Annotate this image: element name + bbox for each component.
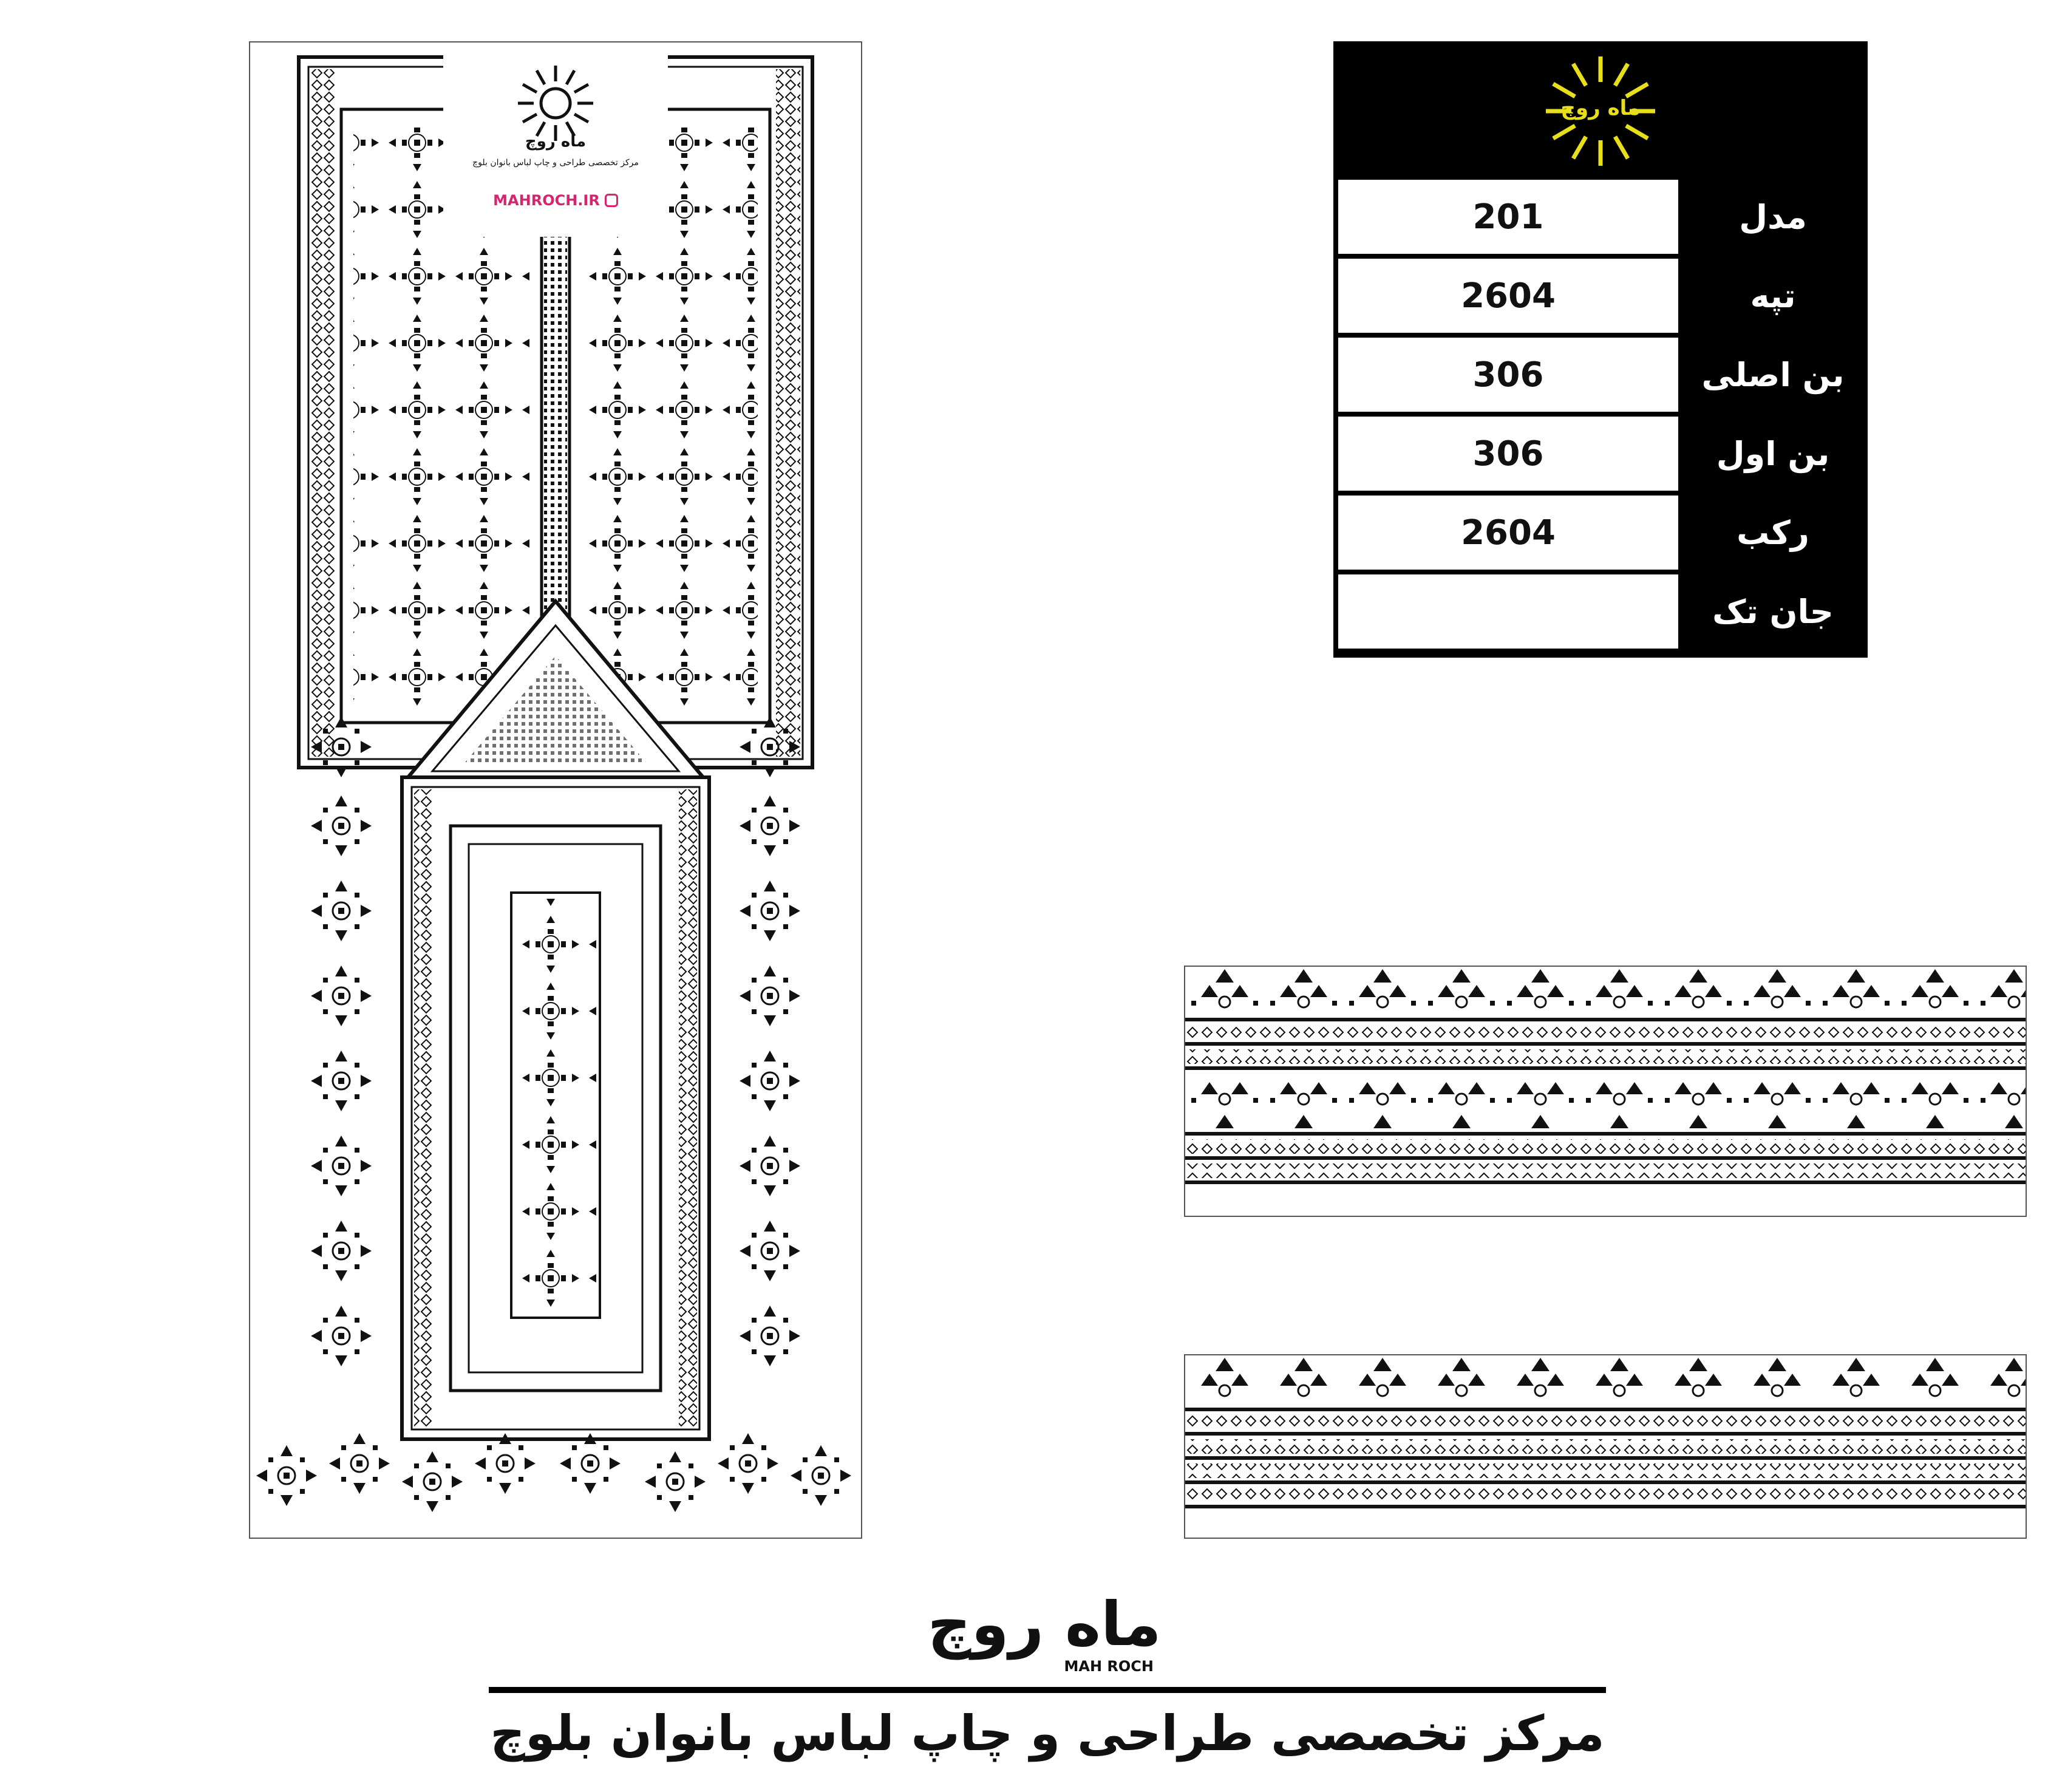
spec-row-rekab	[1338, 496, 1864, 570]
neck-logo-block	[443, 55, 668, 237]
spec-value: 306	[1338, 338, 1678, 412]
neck-logo-text: ماه روچ	[525, 132, 587, 151]
spec-label: جان تک	[1712, 592, 1834, 631]
border-strip-wide	[1184, 966, 2027, 1217]
footer-divider	[489, 1687, 1606, 1693]
spec-row-first-base	[1338, 417, 1864, 491]
border-pattern-wide	[1185, 967, 2026, 1216]
spec-label: مدل	[1739, 197, 1807, 236]
footer-tagline: مرکز تخصصی طراحی و چاپ لباس بانوان بلوچ	[490, 1705, 1605, 1762]
spec-label: تپه	[1750, 276, 1796, 315]
spec-label: بن اول	[1716, 434, 1830, 473]
instagram-icon	[605, 194, 618, 207]
spec-row-main-base	[1338, 338, 1864, 412]
spec-value: 201	[1338, 180, 1678, 254]
neck-caption: مرکز تخصصی طراحی و چاپ لباس بانوان بلوچ	[472, 158, 639, 168]
spec-table	[1333, 41, 1868, 658]
footer-logo	[911, 1591, 1178, 1694]
spec-value	[1338, 574, 1678, 649]
border-strip-narrow	[1184, 1354, 2027, 1539]
spec-table-header	[1333, 41, 1868, 176]
spec-row-tepe	[1338, 259, 1864, 333]
embroidery-design-panel	[249, 41, 862, 1539]
spec-row-jantak	[1338, 574, 1864, 649]
spec-logo-text: ماه روچ	[1560, 96, 1641, 120]
border-pattern-narrow	[1185, 1355, 2026, 1538]
spec-label: رکب	[1737, 513, 1809, 552]
embroidery-pattern	[250, 43, 861, 1538]
footer-logo-text: ماه روچ	[927, 1589, 1162, 1660]
website-text: MAHROCH.IR	[493, 192, 600, 209]
spec-value: 306	[1338, 417, 1678, 491]
spec-row-model	[1338, 180, 1864, 254]
footer-logo-latin: MAH ROCH	[1064, 1658, 1154, 1675]
spec-value: 2604	[1338, 259, 1678, 333]
website-badge	[480, 188, 631, 213]
spec-label: بن اصلی	[1701, 355, 1845, 394]
spec-value: 2604	[1338, 496, 1678, 570]
